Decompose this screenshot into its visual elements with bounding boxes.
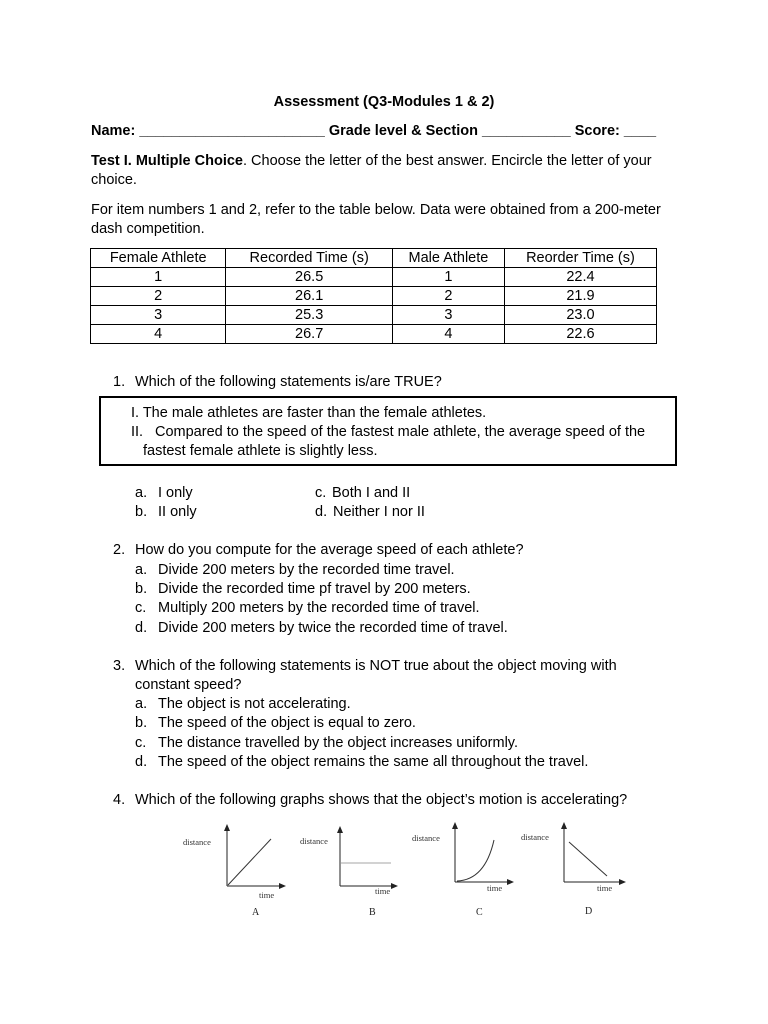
table-header-row [91, 249, 657, 268]
graph-letter: D [585, 906, 593, 917]
option-3b-letter: b. [135, 715, 148, 731]
option-2a-letter: a. [135, 562, 148, 578]
option-1a-text: I only [158, 485, 193, 501]
table-header-cell: Female Athlete [91, 249, 226, 268]
test-instructions-text: . Choose the letter of the best answer. Encircle the letter of your choice. [91, 153, 652, 188]
table-header-cell: Recorded Time (s) [226, 249, 393, 268]
option-1c-text: Both I and II [332, 485, 411, 501]
x-axis-arrow [279, 883, 286, 889]
option-1d-text: Neither I nor II [333, 504, 425, 520]
x-axis-arrow [619, 879, 626, 885]
option-1a-letter: a. [135, 485, 148, 501]
table-cell: 1 [91, 268, 226, 287]
statement-box [99, 396, 677, 466]
table-cell: 26.7 [226, 325, 393, 344]
graph-d-curve [569, 842, 607, 876]
table-intro: For item numbers 1 and 2, refer to the table below. Data were obtained from a 200-meter dash competition. [91, 202, 661, 237]
graph-letter: B [369, 907, 376, 918]
graph-letter: C [476, 907, 483, 918]
test-instructions [91, 152, 681, 190]
y-axis-arrow [452, 822, 458, 829]
option-2a-text: Divide 200 meters by the recorded time travel. [158, 562, 455, 578]
graph-xlabel: time [259, 890, 275, 900]
option-3c-text: The distance travelled by the object increases uniformly. [158, 735, 518, 751]
table-cell: 3 [91, 306, 226, 325]
option-3c-letter: c. [135, 735, 147, 751]
question-text: Which of the following graphs shows that the object’s motion is accelerating? [135, 792, 628, 808]
table-row [91, 268, 657, 287]
table-cell: 21.9 [504, 287, 656, 306]
option-2d-text: Divide 200 meters by twice the recorded time of travel. [158, 620, 508, 636]
option-2b-letter: b. [135, 581, 148, 597]
question-text-line2: constant speed? [135, 677, 242, 693]
graph-c [407, 818, 522, 923]
y-axis-arrow [337, 826, 343, 833]
question-number: 1. [113, 374, 126, 390]
graph-xlabel: time [375, 886, 391, 896]
graph-ylabel: distance [521, 832, 549, 842]
graph-ylabel: distance [412, 833, 440, 843]
option-3b-text: The speed of the object is equal to zero. [158, 715, 416, 731]
option-3d-text: The speed of the object remains the same all throughout the travel. [158, 754, 589, 770]
table-cell: 22.4 [504, 268, 656, 287]
option-1d-letter: d. [315, 504, 328, 520]
graph-a-curve [228, 839, 271, 885]
table-cell: 4 [91, 325, 226, 344]
table-cell: 23.0 [504, 306, 656, 325]
option-1b-letter: b. [135, 504, 148, 520]
graph-b [295, 818, 405, 923]
x-axis-arrow [391, 883, 398, 889]
table-header-cell: Reorder Time (s) [504, 249, 656, 268]
race-data-table [90, 248, 657, 344]
option-3a-letter: a. [135, 696, 148, 712]
name-grade-score-line: Name: _______________________ Grade level & Section ___________ Score: ____ [91, 123, 657, 139]
graph-c-svg [407, 818, 522, 923]
graph-d-svg [517, 818, 637, 923]
table-cell: 26.5 [226, 268, 393, 287]
table-cell: 2 [91, 287, 226, 306]
statement-2-line1: Compared to the speed of the fastest male athlete, the average speed of the [155, 424, 646, 440]
table-row [91, 287, 657, 306]
table-row [91, 325, 657, 344]
question-number: 4. [113, 792, 126, 808]
question-number: 3. [113, 658, 126, 674]
graph-ylabel: distance [300, 836, 328, 846]
option-3a-text: The object is not accelerating. [158, 696, 351, 712]
graph-ylabel: distance [183, 837, 211, 847]
graph-letter: A [252, 907, 260, 918]
table-cell: 25.3 [226, 306, 393, 325]
x-axis-arrow [507, 879, 514, 885]
table-cell: 2 [392, 287, 504, 306]
graph-c-curve [457, 840, 494, 881]
y-axis-arrow [561, 822, 567, 829]
option-1b-text: II only [158, 504, 197, 520]
table-row [91, 306, 657, 325]
statement-1: I. The male athletes are faster than the female athletes. [131, 405, 487, 421]
question-text: Which of the following statements is/are TRUE? [135, 374, 442, 390]
table-cell: 4 [392, 325, 504, 344]
test-heading: Test I. Multiple Choice [91, 153, 243, 169]
graph-xlabel: time [597, 883, 613, 893]
graph-d [517, 818, 637, 923]
graph-a-svg [178, 818, 298, 923]
table-cell: 22.6 [504, 325, 656, 344]
option-3d-letter: d. [135, 754, 148, 770]
option-2d-letter: d. [135, 620, 148, 636]
graph-b-svg [295, 818, 405, 923]
statement-2-line2: fastest female athlete is slightly less. [143, 443, 378, 459]
statement-2-numeral: II. [131, 424, 144, 440]
table-header-cell: Male Athlete [392, 249, 504, 268]
table-cell: 26.1 [226, 287, 393, 306]
option-2b-text: Divide the recorded time pf travel by 200 meters. [158, 581, 471, 597]
table-cell: 1 [392, 268, 504, 287]
graph-xlabel: time [487, 883, 503, 893]
option-2c-text: Multiply 200 meters by the recorded time of travel. [158, 600, 480, 616]
question-text: How do you compute for the average speed of each athlete? [135, 542, 524, 558]
y-axis-arrow [224, 824, 230, 831]
option-1c-letter: c. [315, 485, 327, 501]
page-title: Assessment (Q3-Modules 1 & 2) [273, 94, 495, 110]
question-number: 2. [113, 542, 126, 558]
question-text-line1: Which of the following statements is NOT true about the object moving with [135, 658, 617, 674]
table-cell: 3 [392, 306, 504, 325]
option-2c-letter: c. [135, 600, 147, 616]
graph-a [178, 818, 298, 923]
